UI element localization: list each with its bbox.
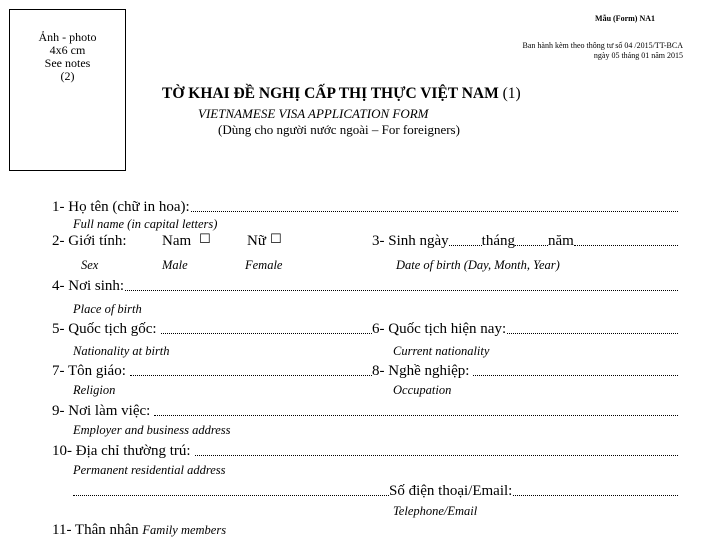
male-label-en: Male <box>162 258 188 272</box>
dob-month-input[interactable] <box>515 233 548 246</box>
female-checkbox[interactable]: ☐ <box>270 232 282 247</box>
full-name-input-line[interactable] <box>191 199 678 212</box>
permanent-address-label: 10- Địa chỉ thường trú: <box>52 443 191 459</box>
female-label: Nữ <box>247 233 266 249</box>
issued-line-2: ngày 05 tháng 01 năm 2015 <box>593 51 683 60</box>
permanent-address-input-line[interactable] <box>195 443 678 456</box>
employer-label: 9- Nơi làm việc: <box>52 403 151 419</box>
address-continuation-input-line[interactable] <box>73 483 389 496</box>
photo-note-ref: (2) <box>60 69 75 83</box>
female-label-en: Female <box>245 258 283 272</box>
religion-label-en: Religion <box>73 383 116 397</box>
employer-input-line[interactable] <box>154 403 678 416</box>
phone-email-label: Số điện thoại/Email: <box>389 483 513 499</box>
field-nationality-at-birth <box>52 321 372 337</box>
dob-label-en: Date of birth (Day, Month, Year) <box>396 258 560 272</box>
current-nationality-label: 6- Quốc tịch hiện nay: <box>372 321 507 337</box>
full-name-label: 1- Họ tên (chữ in hoa): <box>52 199 190 215</box>
field-place-of-birth <box>52 278 678 294</box>
nationality-at-birth-input-line[interactable] <box>161 321 372 334</box>
place-of-birth-label: 4- Nơi sinh: <box>52 278 125 294</box>
photo-see-notes: See notes <box>44 56 91 70</box>
occupation-label: 8- Nghề nghiệp: <box>372 363 470 379</box>
phone-email-input-line[interactable] <box>513 483 678 496</box>
place-of-birth-input-line[interactable] <box>125 278 678 291</box>
dob-year-label: năm <box>548 233 574 249</box>
field-permanent-address <box>52 443 678 459</box>
form-title-en: VIETNAMESE VISA APPLICATION FORM <box>198 106 429 121</box>
sex-label: 2- Giới tính: <box>52 233 127 249</box>
male-checkbox[interactable]: ☐ <box>199 232 211 247</box>
form-title-note: (1) <box>498 85 521 102</box>
field-occupation <box>372 363 678 379</box>
field-religion <box>52 363 372 379</box>
occupation-input-line[interactable] <box>473 363 678 376</box>
form-code: Mẫu (Form) NA1 <box>595 14 655 23</box>
phone-email-label-en: Telephone/Email <box>393 504 478 518</box>
religion-input-line[interactable] <box>130 363 372 376</box>
field-current-nationality <box>372 321 678 337</box>
current-nationality-label-en: Current nationality <box>393 344 490 358</box>
field-employer <box>52 403 678 419</box>
sex-label-en: Sex <box>81 258 99 272</box>
field-date-of-birth <box>372 233 678 249</box>
photo-box <box>9 9 126 171</box>
photo-label: Ảnh - photo <box>38 30 97 44</box>
religion-label: 7- Tôn giáo: <box>52 363 126 379</box>
employer-label-en: Employer and business address <box>73 423 231 437</box>
field-address-phone <box>73 483 678 499</box>
field-family-members <box>52 522 226 538</box>
field-full-name <box>52 199 678 215</box>
dob-year-input[interactable] <box>574 233 678 246</box>
issued-line-1: Ban hành kèm theo thông tư số 04 /2015/TT-BCA <box>522 41 683 50</box>
permanent-address-label-en: Permanent residential address <box>73 463 226 477</box>
dob-day-label: 3- Sinh ngày <box>372 233 449 249</box>
form-title <box>162 85 521 103</box>
form-title-vn: TỜ KHAI ĐỀ NGHỊ CẤP THỊ THỰC VIỆT NAM <box>162 85 499 102</box>
full-name-label-en: Full name (in capital letters) <box>73 217 218 231</box>
photo-size: 4x6 cm <box>49 43 86 57</box>
nationality-at-birth-label: 5- Quốc tịch gốc: <box>52 321 157 337</box>
occupation-label-en: Occupation <box>393 383 452 397</box>
nationality-at-birth-label-en: Nationality at birth <box>73 344 170 358</box>
place-of-birth-label-en: Place of birth <box>73 302 142 316</box>
family-members-label: 11- Thân nhân <box>52 522 139 538</box>
dob-day-input[interactable] <box>449 233 482 246</box>
family-members-label-en: Family members <box>142 523 227 537</box>
dob-month-label: tháng <box>481 233 515 249</box>
current-nationality-input-line[interactable] <box>507 321 678 334</box>
for-foreigners-line: (Dùng cho người nước ngoài – For foreigners) <box>218 122 460 137</box>
male-label: Nam <box>162 233 192 249</box>
